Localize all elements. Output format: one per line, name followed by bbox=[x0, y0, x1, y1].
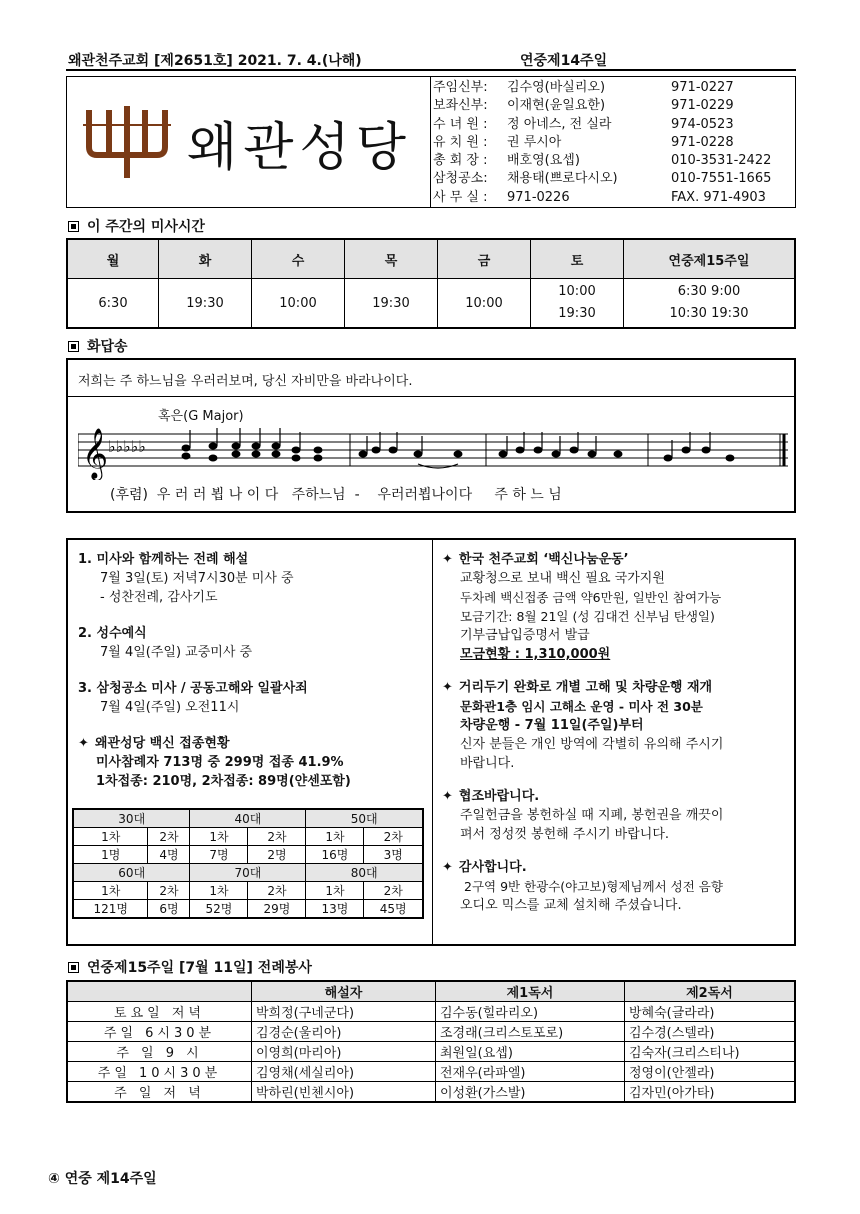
mass-schedule-table bbox=[66, 238, 796, 329]
notices-left-column: 1. 미사와 함께하는 전례 해설 7월 3일(토) 저녁7시30분 미사 중 - 성찬전례, 감사기도 2. 성수예식 7월 4일(주일) 교중미사 중 3. 삼청공소 미사 / 공동고해와 일괄사죄 7월 4일(주일) 오전11시 ✦ 왜관성당 백신 접종현황 미사참례자 713명 중 299명 접종 41.9% 1차접종: 210명, 2차접종: 89명(얀센포함) bbox=[78, 552, 351, 789]
day-header: 월 bbox=[67, 239, 159, 279]
day-header: 수 bbox=[252, 239, 345, 279]
liturgical-week: 연중제14주일 bbox=[520, 53, 608, 69]
service-title: 연중제15주일 [7월 11일] 전례봉사 bbox=[68, 957, 312, 977]
page-number: ④ bbox=[48, 1171, 60, 1187]
mass-time: 19:30 bbox=[345, 279, 438, 329]
contact-row: 수 녀 원 : 정 아네스, 전 실라 974-0523 bbox=[433, 116, 734, 132]
contact-row: 주임신부: 김수영(바실리오) 971-0227 bbox=[433, 80, 734, 95]
contact-list bbox=[433, 79, 793, 207]
psalm-title: 화답송 bbox=[68, 336, 128, 356]
notice-title: 왜관성당 백신 접종현황 bbox=[94, 736, 230, 751]
mass-time: 10:00 bbox=[252, 279, 345, 329]
logo-area bbox=[67, 77, 431, 207]
mass-time-sunday: 6:30 9:00 10:30 19:30 bbox=[624, 279, 796, 329]
psalm-lyrics: (후렴) 우 러 러 뵙 나 이 다 주하느님 - 우러러뵙나이다 주 하 느 님 bbox=[110, 487, 562, 503]
section-bullet-icon bbox=[68, 221, 79, 232]
psalm-box bbox=[66, 358, 796, 513]
day-header: 금 bbox=[438, 239, 531, 279]
day-header: 화 bbox=[159, 239, 252, 279]
header-rule bbox=[66, 69, 796, 71]
parish-name-logo: 왜관성당 bbox=[187, 118, 412, 178]
contact-row: 삼청공소: 채용태(쁘로다시오) 010-7551-1665 bbox=[433, 171, 772, 187]
section-bullet-icon bbox=[68, 341, 79, 352]
section-bullet-icon bbox=[68, 962, 79, 973]
day-header: 연중제15주일 bbox=[624, 239, 796, 279]
notice-title: 한국 천주교회 ‘백신나눔운동’ bbox=[458, 552, 629, 567]
music-staff bbox=[78, 424, 788, 480]
key-label: 혹은(G Major) bbox=[158, 409, 244, 424]
mass-schedule-title: 이 주간의 미사시간 bbox=[68, 216, 205, 236]
liturgy-service-table: 해설자 제1독서 제2독서 토요일 저녁 박희정(구네군다) 김수동(힐라리오) 방혜숙(글라라) 주일 6시30분 김경순(울리아) 조경래(크리스토포로) 김수경(스텔라) 주 일 9 시 이영희(마리아) 최원일(요셉) 김숙자(크리스티나) 주일 10시30분 김영채(세실리아) 전재우(라파엘) 정영이(안젤라) 주 일 저 녁 박하린(빈첸시아) 이성환(가스발) 김자민(아가타) bbox=[66, 980, 796, 1103]
table-row: 주 일 9 시 이영희(마리아) 최원일(요셉) 김숙자(크리스티나) bbox=[67, 1042, 795, 1062]
notice-title: 3. 삼청공소 미사 / 공동고해와 일괄사죄 bbox=[78, 681, 308, 696]
table-row: 토요일 저녁 박희정(구네군다) 김수동(힐라리오) 방혜숙(글라라) bbox=[67, 1002, 795, 1022]
star-bullet-icon: ✦ bbox=[442, 552, 453, 567]
svg-text:♭♭♭♭♭: ♭♭♭♭♭ bbox=[108, 437, 146, 456]
table-row: 주일 6시30분 김경순(울리아) 조경래(크리스토포로) 김수경(스텔라) bbox=[67, 1022, 795, 1042]
vaccine-age-table: 30대 40대 50대 1차 2차 1차 2차 1차 2차 1명 4명 7명 2명 16명 3명 60대 70대 80대 1차 2차 1차 2차 1차 2차 121명 6명 52명 29명 13명 45명 bbox=[72, 808, 424, 919]
notices-right-column: ✦ 한국 천주교회 ‘백신나눔운동’ 교황청으로 보내 백신 필요 국가지원 두차례 백신접종 금액 약6만원, 일반인 참여가능 모금기간: 8월 21일 (성 김대건 신부님 탄생일) 기부금납입증명서 발급 모금현황 : 1,310,000원 ✦ 거리두기 완화로 개별 고해 및 차량운행 재개 문화관1층 임시 고해소 운영 - 미사 전 30분 차량운행 - 7월 11일(주일)부터 신자 분들은 개인 방역에 각별히 유의해 주시기 바랍니다. ✦ 협조바랍니다. 주일헌금을 봉헌하실 때 지폐, 봉헌권을 깨끗이 펴서 정성껏 봉헌해 주시기 바랍니다. ✦ 감사합니다. 2구역 9반 한광수(야고보)형제님께서 성전 음향 오디오 믹스를 교체 설치해 주셨습니다. bbox=[442, 552, 724, 913]
star-bullet-icon: ✦ bbox=[442, 680, 453, 695]
column-divider bbox=[432, 540, 433, 944]
notices-box bbox=[66, 538, 796, 946]
mass-time-saturday: 10:00 19:30 bbox=[531, 279, 624, 329]
table-row: 주 일 저 녁 박하린(빈첸시아) 이성환(가스발) 김자민(아가타) bbox=[67, 1082, 795, 1103]
day-header: 토 bbox=[531, 239, 624, 279]
star-bullet-icon: ✦ bbox=[442, 789, 453, 804]
mass-time: 10:00 bbox=[438, 279, 531, 329]
psalm-text: 저희는 주 하느님을 우러러보며, 당신 자비만을 바라나이다. bbox=[78, 374, 413, 389]
fundraising-total: 모금현황 : 1,310,000원 bbox=[460, 647, 611, 662]
notice-title: 감사합니다. bbox=[458, 860, 527, 875]
contact-row: 총 회 장 : 배호영(요셉) 010-3531-2422 bbox=[433, 153, 772, 169]
church-logo-icon bbox=[83, 105, 171, 179]
contact-row: 사 무 실 : 971-0226 FAX. 971-4903 bbox=[433, 189, 766, 205]
mass-time: 6:30 bbox=[67, 279, 159, 329]
star-bullet-icon: ✦ bbox=[78, 736, 89, 751]
notice-title: 1. 미사와 함께하는 전례 해설 bbox=[78, 552, 249, 567]
contact-row: 유 치 원 : 권 루시아 971-0228 bbox=[433, 134, 734, 150]
parish-info-box bbox=[66, 76, 796, 208]
notice-title: 거리두기 완화로 개별 고해 및 차량운행 재개 bbox=[458, 680, 713, 695]
bulletin-issue-info: 왜관천주교회 [제2651호] 2021. 7. 4.(나해) bbox=[68, 53, 362, 69]
mass-time: 19:30 bbox=[159, 279, 252, 329]
day-header: 목 bbox=[345, 239, 438, 279]
contact-row: 보좌신부: 이재현(윤일요한) 971-0229 bbox=[433, 98, 734, 114]
svg-text:𝄞: 𝄞 bbox=[82, 428, 109, 479]
divider bbox=[68, 396, 794, 397]
notice-title: 협조바랍니다. bbox=[458, 789, 540, 804]
table-row: 주일 10시30분 김영채(세실리아) 전재우(라파엘) 정영이(안젤라) bbox=[67, 1062, 795, 1082]
star-bullet-icon: ✦ bbox=[442, 860, 453, 875]
page-footer: ④ 연중 제14주일 bbox=[48, 1171, 157, 1187]
notice-title: 2. 성수예식 bbox=[78, 626, 147, 641]
